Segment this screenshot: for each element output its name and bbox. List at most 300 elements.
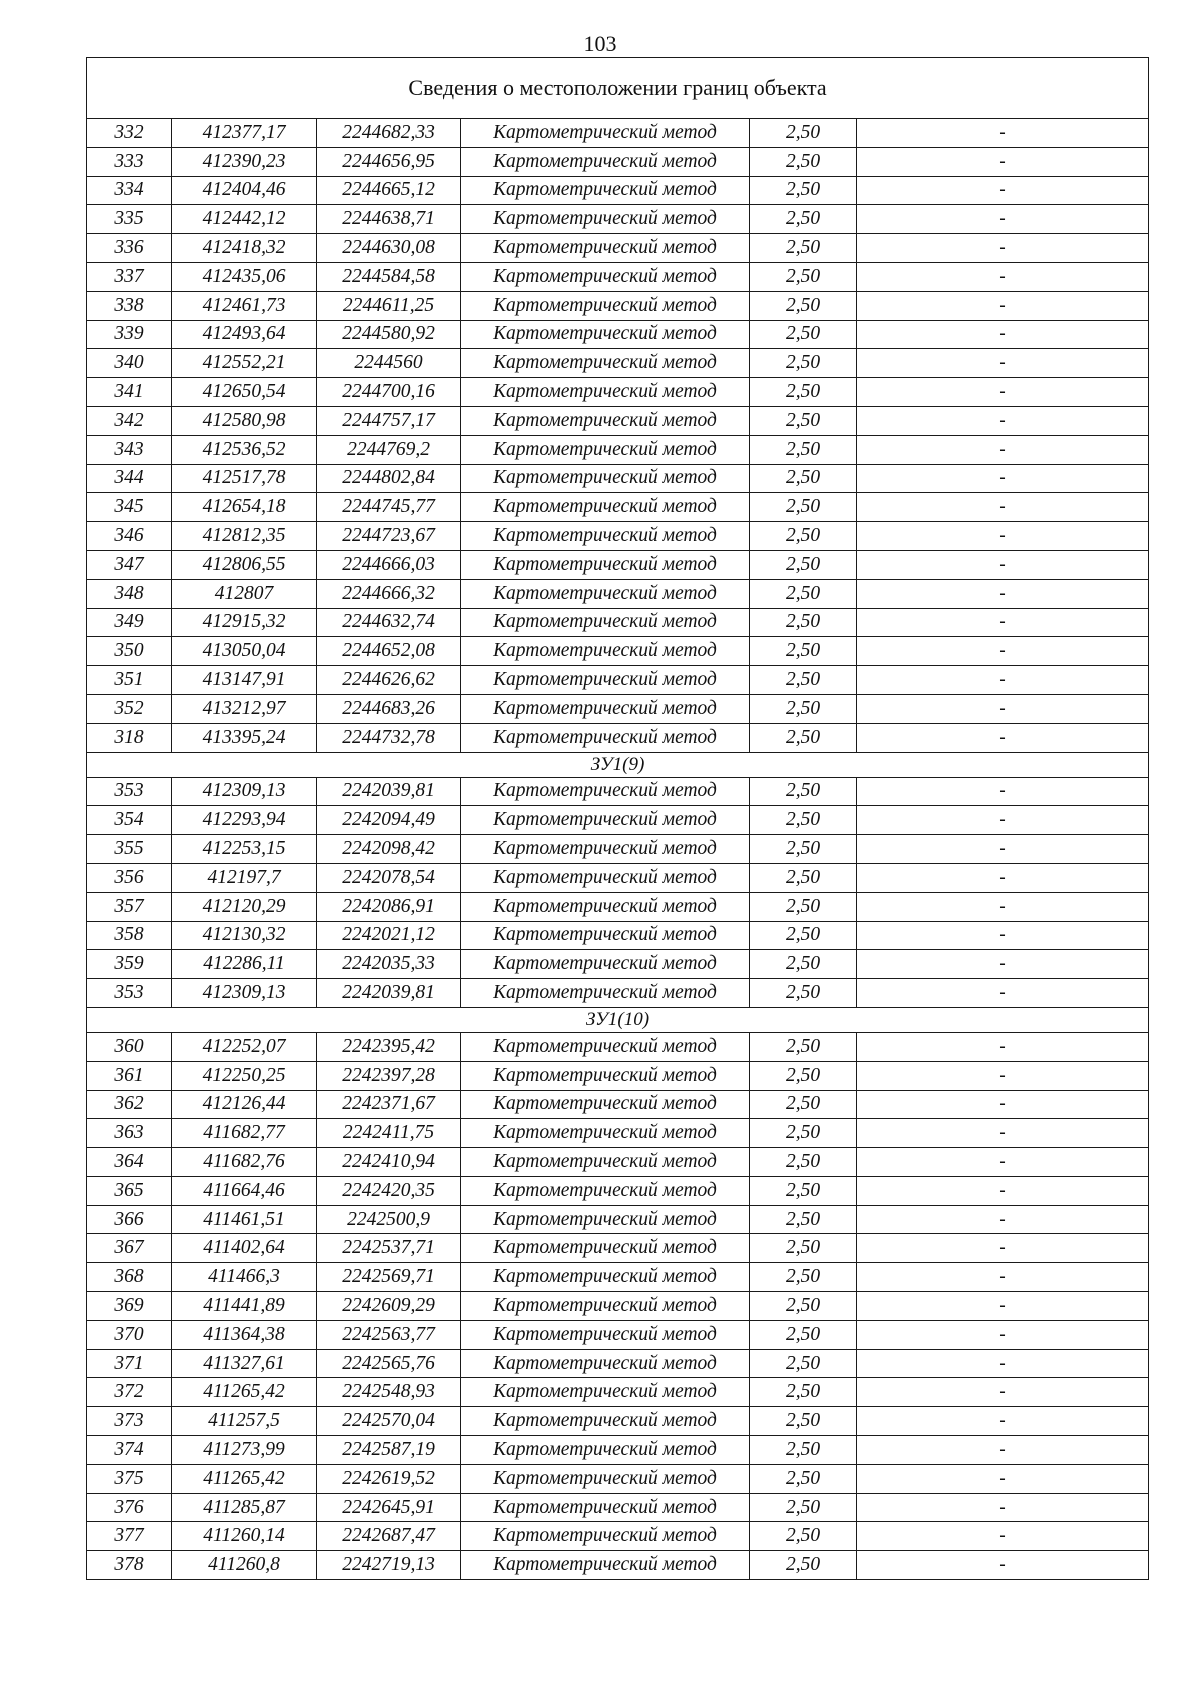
method-cell: Картометрический метод xyxy=(461,522,750,551)
accuracy-cell: 2,50 xyxy=(750,1090,857,1119)
point-number-cell: 341 xyxy=(87,378,172,407)
description-cell: - xyxy=(857,950,1149,979)
table-row xyxy=(87,1263,1149,1292)
y-coordinate-cell: 2242021,12 xyxy=(317,921,461,950)
description-cell: - xyxy=(857,1090,1149,1119)
point-number-cell: 350 xyxy=(87,637,172,666)
y-coordinate-cell: 2242687,47 xyxy=(317,1522,461,1551)
point-number-cell: 318 xyxy=(87,723,172,752)
y-coordinate-cell: 2244723,67 xyxy=(317,522,461,551)
y-coordinate-cell: 2242645,91 xyxy=(317,1493,461,1522)
x-coordinate-cell: 412418,32 xyxy=(172,234,317,263)
table-row xyxy=(87,1148,1149,1177)
table-row xyxy=(87,777,1149,806)
y-coordinate-cell: 2244666,03 xyxy=(317,550,461,579)
x-coordinate-cell: 412806,55 xyxy=(172,550,317,579)
description-cell: - xyxy=(857,1292,1149,1321)
method-cell: Картометрический метод xyxy=(461,806,750,835)
method-cell: Картометрический метод xyxy=(461,234,750,263)
y-coordinate-cell: 2242537,71 xyxy=(317,1234,461,1263)
accuracy-cell: 2,50 xyxy=(750,406,857,435)
x-coordinate-cell: 412390,23 xyxy=(172,147,317,176)
point-number-cell: 356 xyxy=(87,863,172,892)
accuracy-cell: 2,50 xyxy=(750,522,857,551)
x-coordinate-cell: 412252,07 xyxy=(172,1032,317,1061)
table-row xyxy=(87,550,1149,579)
boundary-coordinates-table xyxy=(86,57,1149,1580)
y-coordinate-cell: 2242619,52 xyxy=(317,1464,461,1493)
point-number-cell: 361 xyxy=(87,1061,172,1090)
description-cell: - xyxy=(857,777,1149,806)
table-row xyxy=(87,406,1149,435)
method-cell: Картометрический метод xyxy=(461,723,750,752)
x-coordinate-cell: 412435,06 xyxy=(172,262,317,291)
description-cell: - xyxy=(857,205,1149,234)
x-coordinate-cell: 413212,97 xyxy=(172,694,317,723)
accuracy-cell: 2,50 xyxy=(750,666,857,695)
accuracy-cell: 2,50 xyxy=(750,378,857,407)
accuracy-cell: 2,50 xyxy=(750,806,857,835)
accuracy-cell: 2,50 xyxy=(750,320,857,349)
description-cell: - xyxy=(857,979,1149,1008)
point-number-cell: 371 xyxy=(87,1349,172,1378)
y-coordinate-cell: 2242371,67 xyxy=(317,1090,461,1119)
x-coordinate-cell: 411260,14 xyxy=(172,1522,317,1551)
description-cell: - xyxy=(857,1493,1149,1522)
y-coordinate-cell: 2244757,17 xyxy=(317,406,461,435)
x-coordinate-cell: 412126,44 xyxy=(172,1090,317,1119)
accuracy-cell: 2,50 xyxy=(750,435,857,464)
accuracy-cell: 2,50 xyxy=(750,1292,857,1321)
accuracy-cell: 2,50 xyxy=(750,979,857,1008)
x-coordinate-cell: 412253,15 xyxy=(172,835,317,864)
table-row xyxy=(87,723,1149,752)
method-cell: Картометрический метод xyxy=(461,1522,750,1551)
table-row xyxy=(87,608,1149,637)
section-label-row xyxy=(87,752,1149,777)
accuracy-cell: 2,50 xyxy=(750,1436,857,1465)
table-row xyxy=(87,176,1149,205)
method-cell: Картометрический метод xyxy=(461,1436,750,1465)
description-cell: - xyxy=(857,608,1149,637)
x-coordinate-cell: 411260,8 xyxy=(172,1551,317,1580)
y-coordinate-cell: 2242609,29 xyxy=(317,1292,461,1321)
section-label-row xyxy=(87,1007,1149,1032)
point-number-cell: 340 xyxy=(87,349,172,378)
description-cell: - xyxy=(857,493,1149,522)
point-number-cell: 333 xyxy=(87,147,172,176)
y-coordinate-cell: 2244652,08 xyxy=(317,637,461,666)
x-coordinate-cell: 412309,13 xyxy=(172,979,317,1008)
x-coordinate-cell: 412650,54 xyxy=(172,378,317,407)
method-cell: Картометрический метод xyxy=(461,950,750,979)
y-coordinate-cell: 2242395,42 xyxy=(317,1032,461,1061)
method-cell: Картометрический метод xyxy=(461,1263,750,1292)
method-cell: Картометрический метод xyxy=(461,291,750,320)
point-number-cell: 334 xyxy=(87,176,172,205)
method-cell: Картометрический метод xyxy=(461,1176,750,1205)
description-cell: - xyxy=(857,234,1149,263)
table-row xyxy=(87,1090,1149,1119)
y-coordinate-cell: 2242565,76 xyxy=(317,1349,461,1378)
x-coordinate-cell: 411664,46 xyxy=(172,1176,317,1205)
x-coordinate-cell: 412130,32 xyxy=(172,921,317,950)
method-cell: Картометрический метод xyxy=(461,777,750,806)
y-coordinate-cell: 2244683,26 xyxy=(317,694,461,723)
accuracy-cell: 2,50 xyxy=(750,1148,857,1177)
x-coordinate-cell: 412552,21 xyxy=(172,349,317,378)
table-row xyxy=(87,1522,1149,1551)
point-number-cell: 362 xyxy=(87,1090,172,1119)
method-cell: Картометрический метод xyxy=(461,1119,750,1148)
description-cell: - xyxy=(857,435,1149,464)
x-coordinate-cell: 411402,64 xyxy=(172,1234,317,1263)
point-number-cell: 373 xyxy=(87,1407,172,1436)
method-cell: Картометрический метод xyxy=(461,1234,750,1263)
point-number-cell: 372 xyxy=(87,1378,172,1407)
y-coordinate-cell: 2242411,75 xyxy=(317,1119,461,1148)
x-coordinate-cell: 411364,38 xyxy=(172,1320,317,1349)
point-number-cell: 355 xyxy=(87,835,172,864)
table-row xyxy=(87,835,1149,864)
accuracy-cell: 2,50 xyxy=(750,863,857,892)
y-coordinate-cell: 2242078,54 xyxy=(317,863,461,892)
method-cell: Картометрический метод xyxy=(461,979,750,1008)
description-cell: - xyxy=(857,806,1149,835)
method-cell: Картометрический метод xyxy=(461,205,750,234)
y-coordinate-cell: 2244638,71 xyxy=(317,205,461,234)
x-coordinate-cell: 412404,46 xyxy=(172,176,317,205)
y-coordinate-cell: 2244656,95 xyxy=(317,147,461,176)
table-row xyxy=(87,291,1149,320)
x-coordinate-cell: 411466,3 xyxy=(172,1263,317,1292)
table-row xyxy=(87,1119,1149,1148)
table-row xyxy=(87,863,1149,892)
description-cell: - xyxy=(857,1551,1149,1580)
point-number-cell: 342 xyxy=(87,406,172,435)
table-row xyxy=(87,892,1149,921)
point-number-cell: 339 xyxy=(87,320,172,349)
point-number-cell: 378 xyxy=(87,1551,172,1580)
table-row xyxy=(87,806,1149,835)
accuracy-cell: 2,50 xyxy=(750,608,857,637)
method-cell: Картометрический метод xyxy=(461,119,750,148)
accuracy-cell: 2,50 xyxy=(750,349,857,378)
y-coordinate-cell: 2242098,42 xyxy=(317,835,461,864)
y-coordinate-cell: 2242569,71 xyxy=(317,1263,461,1292)
y-coordinate-cell: 2244665,12 xyxy=(317,176,461,205)
table-header-row xyxy=(87,58,1149,119)
y-coordinate-cell: 2242094,49 xyxy=(317,806,461,835)
point-number-cell: 365 xyxy=(87,1176,172,1205)
point-number-cell: 370 xyxy=(87,1320,172,1349)
method-cell: Картометрический метод xyxy=(461,1320,750,1349)
point-number-cell: 364 xyxy=(87,1148,172,1177)
point-number-cell: 358 xyxy=(87,921,172,950)
description-cell: - xyxy=(857,1263,1149,1292)
table-row xyxy=(87,1349,1149,1378)
y-coordinate-cell: 2244584,58 xyxy=(317,262,461,291)
description-cell: - xyxy=(857,892,1149,921)
point-number-cell: 357 xyxy=(87,892,172,921)
description-cell: - xyxy=(857,1522,1149,1551)
method-cell: Картометрический метод xyxy=(461,1032,750,1061)
point-number-cell: 335 xyxy=(87,205,172,234)
method-cell: Картометрический метод xyxy=(461,1148,750,1177)
description-cell: - xyxy=(857,579,1149,608)
table-row xyxy=(87,1205,1149,1234)
y-coordinate-cell: 2244626,62 xyxy=(317,666,461,695)
x-coordinate-cell: 412654,18 xyxy=(172,493,317,522)
table-row xyxy=(87,694,1149,723)
table-row xyxy=(87,522,1149,551)
table-row xyxy=(87,349,1149,378)
method-cell: Картометрический метод xyxy=(461,464,750,493)
table-row xyxy=(87,1551,1149,1580)
table-row xyxy=(87,921,1149,950)
method-cell: Картометрический метод xyxy=(461,378,750,407)
description-cell: - xyxy=(857,723,1149,752)
description-cell: - xyxy=(857,1234,1149,1263)
x-coordinate-cell: 412536,52 xyxy=(172,435,317,464)
page-number: 103 xyxy=(583,31,617,56)
y-coordinate-cell: 2244700,16 xyxy=(317,378,461,407)
method-cell: Картометрический метод xyxy=(461,863,750,892)
point-number-cell: 332 xyxy=(87,119,172,148)
description-cell: - xyxy=(857,1349,1149,1378)
method-cell: Картометрический метод xyxy=(461,694,750,723)
description-cell: - xyxy=(857,1205,1149,1234)
point-number-cell: 338 xyxy=(87,291,172,320)
accuracy-cell: 2,50 xyxy=(750,291,857,320)
method-cell: Картометрический метод xyxy=(461,1061,750,1090)
point-number-cell: 352 xyxy=(87,694,172,723)
x-coordinate-cell: 412293,94 xyxy=(172,806,317,835)
x-coordinate-cell: 412807 xyxy=(172,579,317,608)
table-row xyxy=(87,1436,1149,1465)
table-row xyxy=(87,1292,1149,1321)
x-coordinate-cell: 412286,11 xyxy=(172,950,317,979)
table-row xyxy=(87,1407,1149,1436)
method-cell: Картометрический метод xyxy=(461,1292,750,1321)
method-cell: Картометрический метод xyxy=(461,550,750,579)
table-body xyxy=(87,58,1149,1580)
table-row xyxy=(87,119,1149,148)
table-row xyxy=(87,1176,1149,1205)
accuracy-cell: 2,50 xyxy=(750,262,857,291)
accuracy-cell: 2,50 xyxy=(750,1061,857,1090)
table-row xyxy=(87,1061,1149,1090)
accuracy-cell: 2,50 xyxy=(750,1032,857,1061)
x-coordinate-cell: 412442,12 xyxy=(172,205,317,234)
x-coordinate-cell: 411682,77 xyxy=(172,1119,317,1148)
description-cell: - xyxy=(857,1436,1149,1465)
point-number-cell: 360 xyxy=(87,1032,172,1061)
y-coordinate-cell: 2242420,35 xyxy=(317,1176,461,1205)
accuracy-cell: 2,50 xyxy=(750,147,857,176)
method-cell: Картометрический метод xyxy=(461,608,750,637)
accuracy-cell: 2,50 xyxy=(750,1320,857,1349)
table-row xyxy=(87,378,1149,407)
x-coordinate-cell: 411441,89 xyxy=(172,1292,317,1321)
table-row xyxy=(87,1234,1149,1263)
table-row xyxy=(87,637,1149,666)
point-number-cell: 375 xyxy=(87,1464,172,1493)
accuracy-cell: 2,50 xyxy=(750,550,857,579)
table-row xyxy=(87,234,1149,263)
accuracy-cell: 2,50 xyxy=(750,205,857,234)
point-number-cell: 368 xyxy=(87,1263,172,1292)
table-title: Сведения о местоположении границ объекта xyxy=(87,58,1149,119)
description-cell: - xyxy=(857,291,1149,320)
accuracy-cell: 2,50 xyxy=(750,835,857,864)
x-coordinate-cell: 413395,24 xyxy=(172,723,317,752)
method-cell: Картометрический метод xyxy=(461,1464,750,1493)
x-coordinate-cell: 411682,76 xyxy=(172,1148,317,1177)
accuracy-cell: 2,50 xyxy=(750,1522,857,1551)
x-coordinate-cell: 411265,42 xyxy=(172,1464,317,1493)
y-coordinate-cell: 2242548,93 xyxy=(317,1378,461,1407)
y-coordinate-cell: 2244682,33 xyxy=(317,119,461,148)
accuracy-cell: 2,50 xyxy=(750,119,857,148)
description-cell: - xyxy=(857,666,1149,695)
section-label: ЗУ1(9) xyxy=(87,752,1149,777)
x-coordinate-cell: 412812,35 xyxy=(172,522,317,551)
y-coordinate-cell: 2242587,19 xyxy=(317,1436,461,1465)
description-cell: - xyxy=(857,349,1149,378)
table-row xyxy=(87,979,1149,1008)
description-cell: - xyxy=(857,1148,1149,1177)
point-number-cell: 351 xyxy=(87,666,172,695)
y-coordinate-cell: 2244611,25 xyxy=(317,291,461,320)
accuracy-cell: 2,50 xyxy=(750,892,857,921)
description-cell: - xyxy=(857,378,1149,407)
point-number-cell: 337 xyxy=(87,262,172,291)
description-cell: - xyxy=(857,1176,1149,1205)
accuracy-cell: 2,50 xyxy=(750,1234,857,1263)
method-cell: Картометрический метод xyxy=(461,1493,750,1522)
y-coordinate-cell: 2244580,92 xyxy=(317,320,461,349)
description-cell: - xyxy=(857,863,1149,892)
table-row xyxy=(87,147,1149,176)
y-coordinate-cell: 2242039,81 xyxy=(317,979,461,1008)
point-number-cell: 347 xyxy=(87,550,172,579)
y-coordinate-cell: 2242570,04 xyxy=(317,1407,461,1436)
method-cell: Картометрический метод xyxy=(461,921,750,950)
table-row xyxy=(87,950,1149,979)
table-row xyxy=(87,320,1149,349)
point-number-cell: 353 xyxy=(87,777,172,806)
accuracy-cell: 2,50 xyxy=(750,694,857,723)
x-coordinate-cell: 412250,25 xyxy=(172,1061,317,1090)
point-number-cell: 377 xyxy=(87,1522,172,1551)
accuracy-cell: 2,50 xyxy=(750,723,857,752)
accuracy-cell: 2,50 xyxy=(750,1407,857,1436)
point-number-cell: 374 xyxy=(87,1436,172,1465)
description-cell: - xyxy=(857,1407,1149,1436)
point-number-cell: 345 xyxy=(87,493,172,522)
description-cell: - xyxy=(857,1119,1149,1148)
y-coordinate-cell: 2244560 xyxy=(317,349,461,378)
table-row xyxy=(87,666,1149,695)
method-cell: Картометрический метод xyxy=(461,835,750,864)
y-coordinate-cell: 2242500,9 xyxy=(317,1205,461,1234)
accuracy-cell: 2,50 xyxy=(750,950,857,979)
x-coordinate-cell: 411273,99 xyxy=(172,1436,317,1465)
point-number-cell: 348 xyxy=(87,579,172,608)
y-coordinate-cell: 2244632,74 xyxy=(317,608,461,637)
y-coordinate-cell: 2244630,08 xyxy=(317,234,461,263)
method-cell: Картометрический метод xyxy=(461,349,750,378)
x-coordinate-cell: 412120,29 xyxy=(172,892,317,921)
point-number-cell: 363 xyxy=(87,1119,172,1148)
x-coordinate-cell: 413050,04 xyxy=(172,637,317,666)
point-number-cell: 376 xyxy=(87,1493,172,1522)
y-coordinate-cell: 2242719,13 xyxy=(317,1551,461,1580)
accuracy-cell: 2,50 xyxy=(750,637,857,666)
description-cell: - xyxy=(857,262,1149,291)
method-cell: Картометрический метод xyxy=(461,176,750,205)
point-number-cell: 349 xyxy=(87,608,172,637)
y-coordinate-cell: 2244732,78 xyxy=(317,723,461,752)
method-cell: Картометрический метод xyxy=(461,1551,750,1580)
table-row xyxy=(87,205,1149,234)
accuracy-cell: 2,50 xyxy=(750,1205,857,1234)
method-cell: Картометрический метод xyxy=(461,1378,750,1407)
x-coordinate-cell: 412197,7 xyxy=(172,863,317,892)
description-cell: - xyxy=(857,1378,1149,1407)
x-coordinate-cell: 412309,13 xyxy=(172,777,317,806)
description-cell: - xyxy=(857,1061,1149,1090)
point-number-cell: 369 xyxy=(87,1292,172,1321)
x-coordinate-cell: 411265,42 xyxy=(172,1378,317,1407)
y-coordinate-cell: 2244802,84 xyxy=(317,464,461,493)
method-cell: Картометрический метод xyxy=(461,262,750,291)
accuracy-cell: 2,50 xyxy=(750,777,857,806)
y-coordinate-cell: 2242410,94 xyxy=(317,1148,461,1177)
method-cell: Картометрический метод xyxy=(461,579,750,608)
description-cell: - xyxy=(857,694,1149,723)
accuracy-cell: 2,50 xyxy=(750,493,857,522)
x-coordinate-cell: 412493,64 xyxy=(172,320,317,349)
table-row xyxy=(87,435,1149,464)
y-coordinate-cell: 2242563,77 xyxy=(317,1320,461,1349)
description-cell: - xyxy=(857,522,1149,551)
point-number-cell: 336 xyxy=(87,234,172,263)
description-cell: - xyxy=(857,637,1149,666)
accuracy-cell: 2,50 xyxy=(750,234,857,263)
x-coordinate-cell: 412580,98 xyxy=(172,406,317,435)
point-number-cell: 367 xyxy=(87,1234,172,1263)
method-cell: Картометрический метод xyxy=(461,147,750,176)
description-cell: - xyxy=(857,406,1149,435)
accuracy-cell: 2,50 xyxy=(750,1493,857,1522)
x-coordinate-cell: 411257,5 xyxy=(172,1407,317,1436)
table-row xyxy=(87,493,1149,522)
table-row xyxy=(87,262,1149,291)
x-coordinate-cell: 412377,17 xyxy=(172,119,317,148)
point-number-cell: 359 xyxy=(87,950,172,979)
x-coordinate-cell: 411285,87 xyxy=(172,1493,317,1522)
method-cell: Картометрический метод xyxy=(461,406,750,435)
description-cell: - xyxy=(857,1320,1149,1349)
table-row xyxy=(87,1032,1149,1061)
accuracy-cell: 2,50 xyxy=(750,1551,857,1580)
accuracy-cell: 2,50 xyxy=(750,921,857,950)
method-cell: Картометрический метод xyxy=(461,320,750,349)
point-number-cell: 353 xyxy=(87,979,172,1008)
x-coordinate-cell: 411327,61 xyxy=(172,1349,317,1378)
